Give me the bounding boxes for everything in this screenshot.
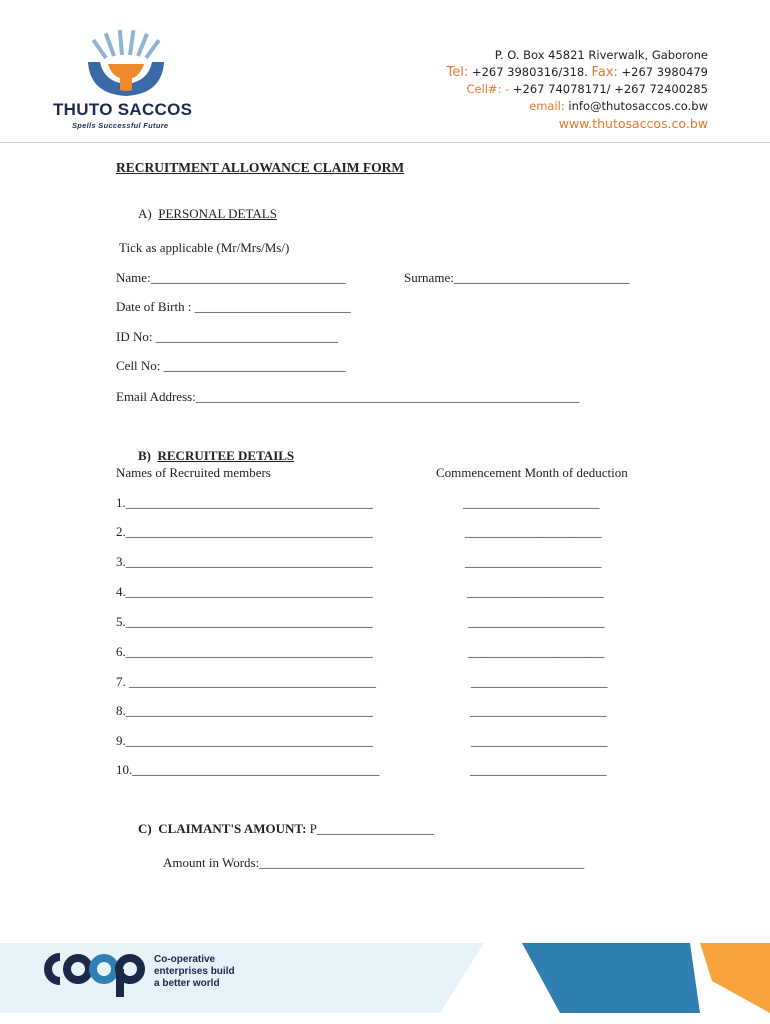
surname-field[interactable]: Surname:___________________________ [404,270,630,285]
cell-label: Cell#: - [466,82,510,96]
brand-tagline: Spells Successful Future [72,121,169,130]
id-number-field[interactable]: ID No: ____________________________ [116,329,338,344]
recruit-month-field[interactable]: _____________________ [465,524,602,539]
recruit-month-field[interactable]: _____________________ [465,554,602,569]
contact-block [447,47,708,133]
name-field[interactable]: Name:______________________________ [116,270,346,285]
recruit-name-field[interactable]: 8.______________________________________ [116,703,373,718]
coop-slogan-line3: a better world [154,978,220,989]
email-line [447,98,708,115]
date-of-birth-field[interactable]: Date of Birth : ________________________ [116,299,351,314]
recruit-month-field[interactable]: _____________________ [467,584,604,599]
coop-slogan [154,954,235,990]
fax-label: Fax: [591,64,618,80]
recruit-name-field[interactable]: 10.______________________________________ [116,762,380,777]
recruit-name-field[interactable]: 2.______________________________________ [116,524,373,539]
amount-in-words-field[interactable]: Amount in Words:__________________________________________________ [163,855,585,870]
section-b-title: RECRUITEE DETAILS [157,448,295,463]
recruit-name-field[interactable]: 9.______________________________________ [116,733,373,748]
section-c-title: CLAIMANT'S AMOUNT: [158,821,307,836]
recruit-month-field[interactable]: _____________________ [471,674,608,689]
recruit-month-field[interactable]: _____________________ [468,614,605,629]
recruit-month-field[interactable]: _____________________ [470,703,607,718]
section-b-number: B) [138,448,151,463]
recruit-name-field[interactable]: 6.______________________________________ [116,644,373,659]
email-address-field[interactable]: Email Address:___________________________________________________________ [116,389,580,404]
brand-name: THUTO SACCOS [53,100,193,119]
email-value: info@thutosaccos.co.bw [568,98,708,113]
section-c-number: C) [138,821,152,836]
recruit-month-field[interactable]: _____________________ [468,644,605,659]
tick-instruction: Tick as applicable (Mr/Mrs/Ms/) [119,240,290,255]
address: P. O. Box 45821 Riverwalk, Gaborone [494,48,708,62]
recruit-month-field[interactable]: _____________________ [471,733,608,748]
form-title: RECRUITMENT ALLOWANCE CLAIM FORM [116,160,405,175]
recruit-month-field[interactable]: _____________________ [470,762,607,777]
names-column-header: Names of Recruited members [116,465,271,480]
section-a-heading [138,206,277,222]
tel-value: +267 3980316/318. [471,64,588,79]
email-label: email: [529,98,565,113]
tel-label: Tel: [446,64,469,80]
recruit-name-field[interactable]: 5.______________________________________ [116,614,373,629]
recruit-name-field[interactable]: 4.______________________________________ [116,584,373,599]
cell-value: +267 74078171/ +267 72400285 [512,82,708,96]
footer-banner [0,943,770,1013]
header-divider [0,142,770,143]
section-a-number: A) [138,206,152,221]
month-column-header: Commencement Month of deduction [436,465,628,480]
section-a-title: PERSONAL DETALS [158,206,277,221]
section-c-heading [138,821,434,837]
recruit-month-field[interactable]: _____________________ [463,495,600,510]
recruit-name-field[interactable]: 7. ______________________________________ [116,674,376,689]
fax-value: +267 3980479 [621,64,708,79]
tel-fax-line [447,64,708,82]
section-b-heading [138,448,294,464]
recruit-name-field[interactable]: 3.______________________________________ [116,554,373,569]
footer-orange-block [700,943,770,1013]
footer-blue-block [522,943,700,1013]
website-link[interactable]: www.thutosaccos.co.bw [558,116,708,131]
cell-line [447,81,708,98]
coop-slogan-line2: enterprises build [154,966,235,977]
claimant-amount-field[interactable]: P__________________ [309,821,434,836]
coop-slogan-line1: Co-operative [154,954,216,965]
recruit-name-field[interactable]: 1.______________________________________ [116,495,373,510]
cell-number-field[interactable]: Cell No: ____________________________ [116,358,346,373]
